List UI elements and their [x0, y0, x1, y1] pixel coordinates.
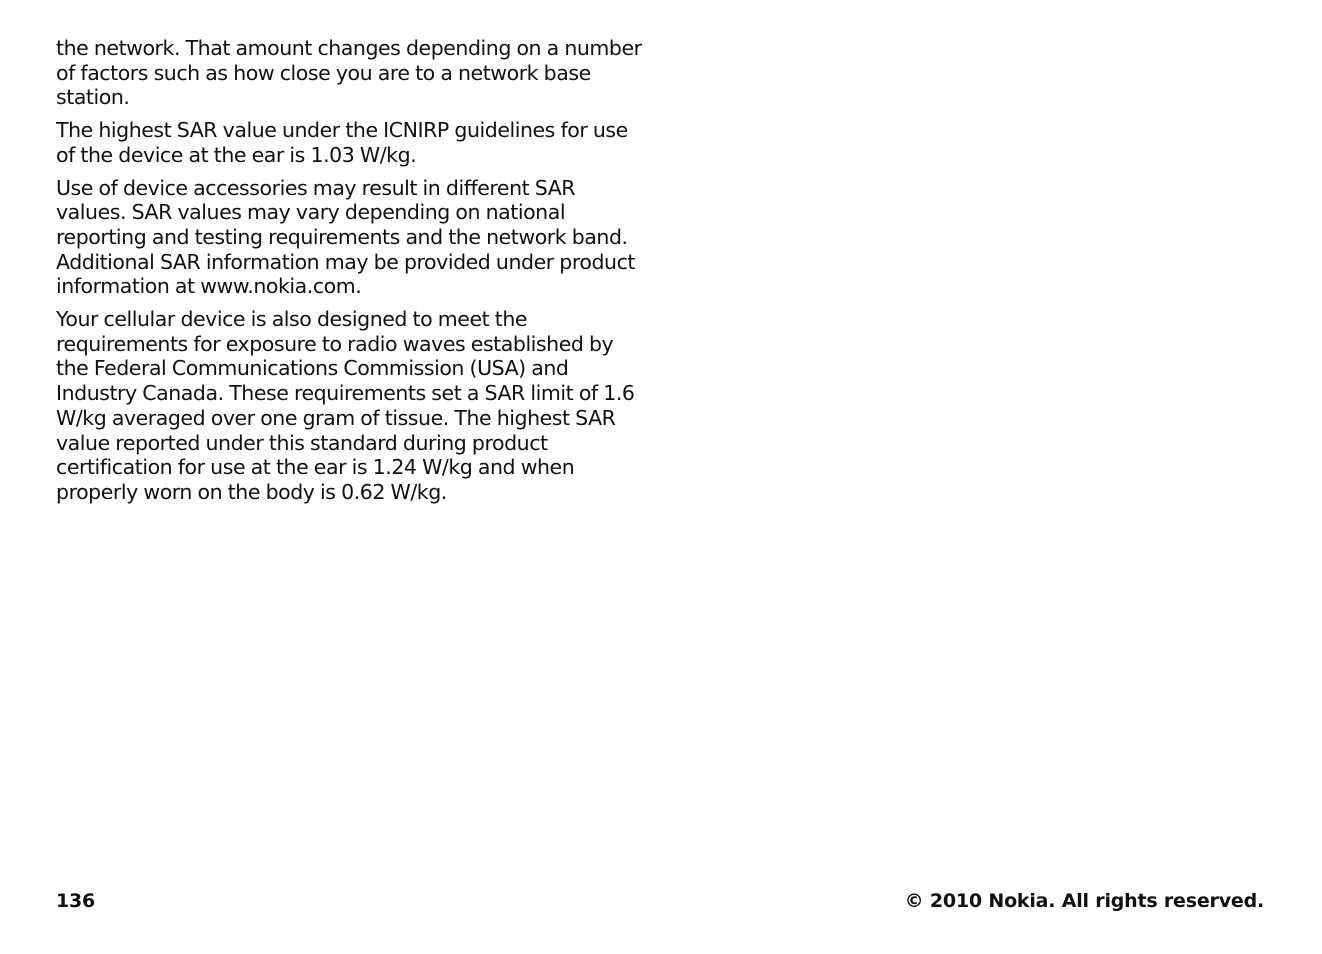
paragraph-fcc-sar: Your cellular device is also designed to meet the requirements for exposure to radio waves established by the Federal Communications Commission (USA) and Industry Canada. These requirements set a SAR limit of 1.6 W/kg averaged over one gram of tissue. The highest SAR value reported under this standard during product certification for use at the ear is 1.24 W/kg and when properly worn on the body is 0.62 W/kg.	[56, 307, 635, 504]
copyright-notice: © 2010 Nokia. All rights reserved.	[904, 890, 1264, 912]
text-column	[56, 36, 648, 513]
paragraph-icnirp-sar: The highest SAR value under the ICNIRP guidelines for use of the device at the ear is 1.03 W/kg.	[56, 118, 628, 167]
page-number: 136	[56, 890, 96, 912]
paragraph-accessories-sar: Use of device accessories may result in different SAR values. SAR values may vary depending on national reporting and testing requirements and the network band. Additional SAR information may be provided under product information at www.nokia.com.	[56, 175, 635, 299]
paragraph-network-distance: the network. That amount changes depending on a number of factors such as how close you are to a network base station.	[56, 36, 642, 110]
